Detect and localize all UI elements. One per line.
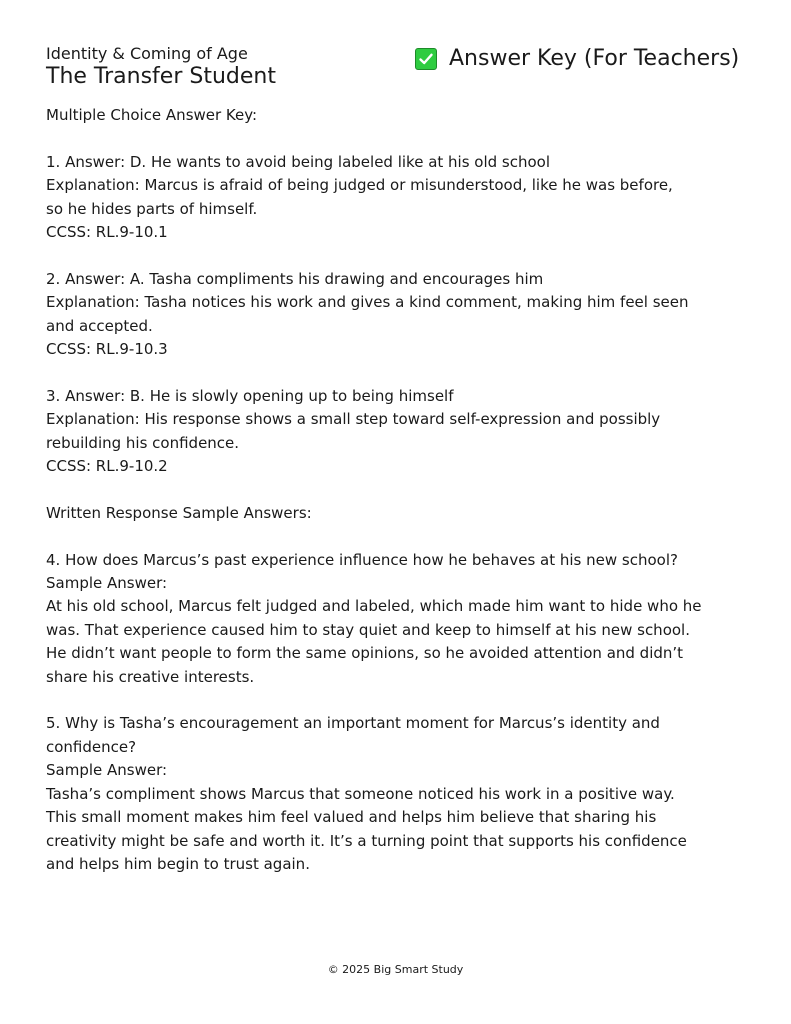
sample-answer-line: At his old school, Marcus felt judged and labeled, which made him want to hide who he <box>46 597 702 616</box>
answer-line: 2. Answer: A. Tasha compliments his drawing and encourages him <box>46 269 544 288</box>
header-left <box>46 44 276 90</box>
question-line: confidence? <box>46 737 137 756</box>
written-heading: Written Response Sample Answers: <box>46 503 312 522</box>
checkmark-icon <box>415 48 437 70</box>
answer-key-badge <box>415 46 739 72</box>
explanation-line: so he hides parts of himself. <box>46 199 258 218</box>
sample-answer-label: Sample Answer: <box>46 574 168 593</box>
ccss-line: CCSS: RL.9-10.2 <box>46 457 168 476</box>
explanation-line: Explanation: Tasha notices his work and gives a kind comment, making him feel seen <box>46 293 689 312</box>
sample-answer-line: Tasha’s compliment shows Marcus that someone noticed his work in a positive way. <box>46 784 675 803</box>
answer-key-label: Answer Key (For Teachers) <box>449 46 740 71</box>
ccss-line: CCSS: RL.9-10.1 <box>46 223 168 242</box>
sample-answer-line: creativity might be safe and worth it. It’s a turning point that supports his confidence <box>46 831 687 850</box>
sample-answer-line: and helps him begin to trust again. <box>46 854 310 873</box>
answer-line: 3. Answer: B. He is slowly opening up to being himself <box>46 386 454 405</box>
mc-question-3 <box>46 385 746 479</box>
sample-answer-label: Sample Answer: <box>46 761 168 780</box>
unit-topic: Identity & Coming of Age <box>46 44 248 63</box>
footer-copyright: © 2025 Big Smart Study <box>327 963 464 976</box>
mc-heading: Multiple Choice Answer Key: <box>46 106 258 124</box>
ccss-line: CCSS: RL.9-10.3 <box>46 340 168 359</box>
question-line: 5. Why is Tasha’s encouragement an important moment for Marcus’s identity and <box>46 714 660 733</box>
page-title: The Transfer Student <box>46 64 276 89</box>
explanation-line: Explanation: His response shows a small step toward self-expression and possibly <box>46 410 661 429</box>
mc-question-1 <box>46 151 746 245</box>
explanation-line: rebuilding his confidence. <box>46 433 240 452</box>
answer-line: 1. Answer: D. He wants to avoid being labeled like at his old school <box>46 152 551 171</box>
written-question-4 <box>46 549 746 689</box>
mc-question-2 <box>46 268 746 362</box>
explanation-line: Explanation: Marcus is afraid of being judged or misunderstood, like he was before, <box>46 176 673 195</box>
question-line: 4. How does Marcus’s past experience influence how he behaves at his new school? <box>46 550 678 569</box>
sample-answer-line: was. That experience caused him to stay quiet and keep to himself at his new school. <box>46 620 690 639</box>
sample-answer-line: share his creative interests. <box>46 667 255 686</box>
written-question-5 <box>46 712 746 876</box>
answer-key-content <box>46 104 746 876</box>
sample-answer-line: This small moment makes him feel valued and helps him believe that sharing his <box>46 808 657 827</box>
explanation-line: and accepted. <box>46 316 153 335</box>
sample-answer-line: He didn’t want people to form the same opinions, so he avoided attention and didn’t <box>46 644 684 663</box>
